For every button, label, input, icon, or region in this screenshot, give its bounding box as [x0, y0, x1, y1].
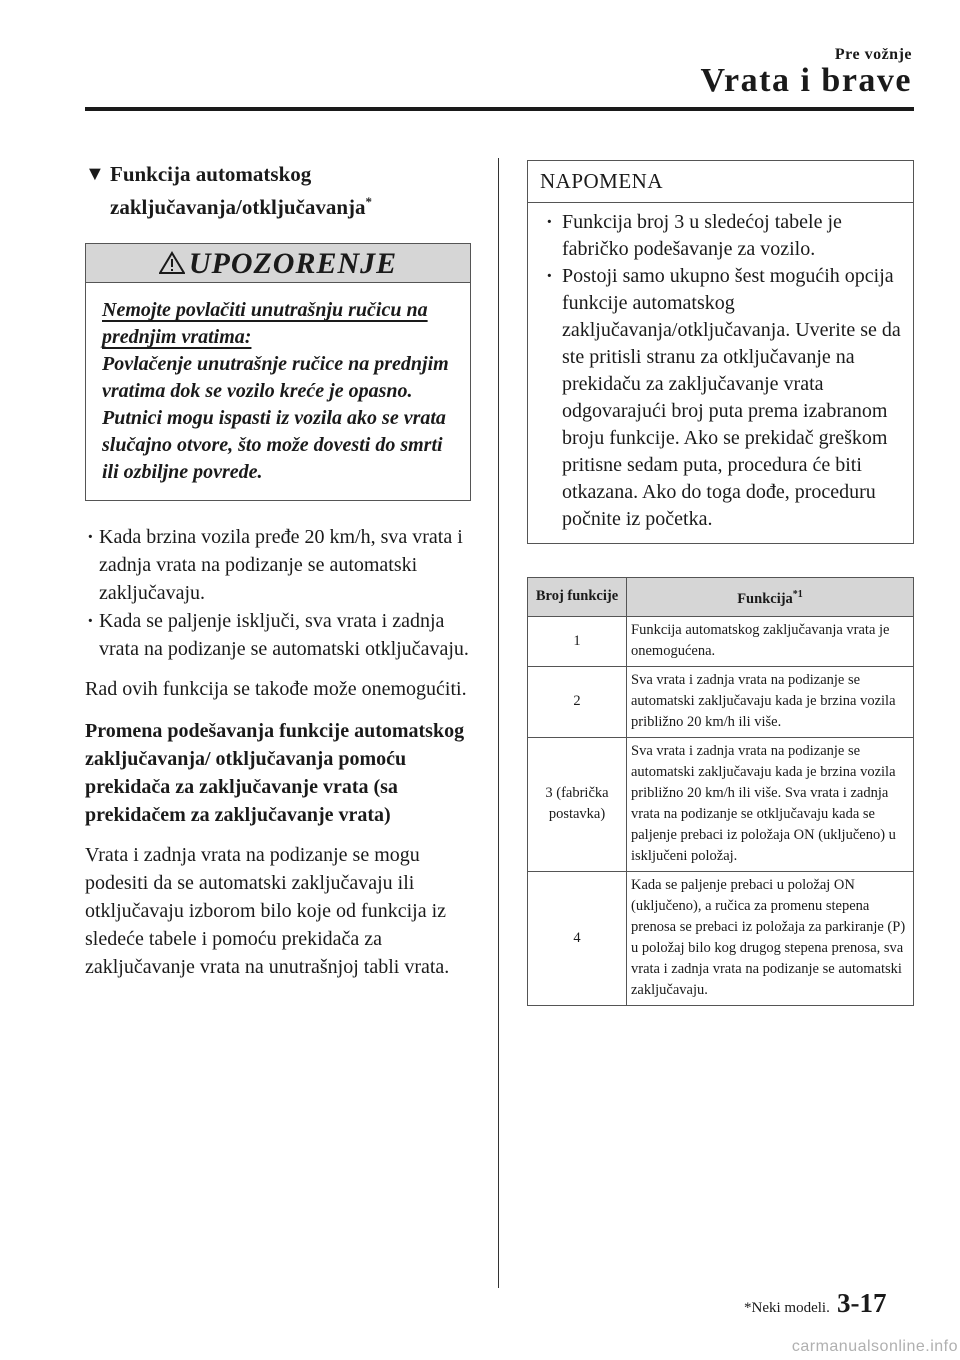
- subheading-change-settings: Promena podešavanja funkcije automatskog zaključavanja/ otključavanja pomoću prekidača za zaključavanje vrata (sa prekidačem za zaključavanje vrata): [85, 720, 465, 826]
- column-header-function-label: Funkcija: [737, 590, 793, 607]
- heading-line-2: zaključavanja/otključavanja: [110, 195, 366, 219]
- bullet-item: · Kada brzina vozila pređe 20 km/h, sva vrata i zadnja vrata na podizanje se automatski zaključavaju.: [85, 523, 471, 607]
- column-divider: [498, 158, 499, 1288]
- page-number: 3-17: [837, 1288, 887, 1318]
- function-number: 2: [528, 666, 627, 737]
- watermark: carmanualsonline.info: [791, 1338, 958, 1355]
- note-item: · Funkcija broj 3 u sledećoj tabele je fabričko podešavanje za vozilo.: [540, 209, 901, 263]
- warning-box: [85, 243, 471, 501]
- header-section: Pre vožnje: [834, 46, 912, 63]
- paragraph-settings: Vrata i zadnja vrata na podizanje se mogu podesiti da se automatski zaključavaju ili otključavaju izborom bilo koje od funkcija iz sledeće tabele i pomoću prekidača za zaključavanje vrata na unutrašnjoj tabli vrata.: [85, 844, 450, 978]
- right-column: [527, 160, 914, 1006]
- function-description: Sva vrata i zadnja vrata na podizanje se automatski zaključavaju kada je brzina vozila približno 20 km/h ili više.: [627, 666, 914, 737]
- function-description: Kada se paljenje prebaci u položaj ON (uključeno), a ručica za promenu stepena prenosa se prebaci iz položaja za parkiranje (P) u položaj bilo kog drugog stepena prenosa, sva vrata i zadnja vrata na podizanje se automatski zaključavaju.: [627, 871, 914, 1005]
- heading-line-1: Funkcija automatskog: [110, 162, 312, 186]
- section-heading: [85, 160, 471, 221]
- triangle-marker-icon: ▼: [85, 163, 105, 185]
- bullet-item: · Kada se paljenje isključi, sva vrata i zadnja vrata na podizanje se automatski otključavaju.: [85, 607, 471, 663]
- heading-asterisk: *: [365, 194, 373, 209]
- note-title: NAPOMENA: [528, 161, 913, 203]
- table-row: [528, 666, 914, 737]
- column-header-function: [627, 578, 914, 617]
- warning-text: Povlačenje unutrašnje ručice na prednjim vratima dok se vozilo kreće je opasno. Putnici mogu ispasti iz vozila ako se vrata slučajno otvore, što može dovesti do smrti ili ozbiljne povrede.: [102, 353, 449, 483]
- footer-note: *Neki modeli.: [744, 1300, 830, 1316]
- table-row: [528, 737, 914, 871]
- function-table: [527, 577, 914, 1006]
- function-number: 4: [528, 871, 627, 1005]
- column-header-function-mark: *1: [792, 589, 803, 600]
- left-column: [85, 160, 471, 981]
- warning-triangle-icon: [159, 251, 185, 280]
- warning-body: [86, 283, 470, 500]
- page-title: Vrata i brave: [700, 62, 912, 99]
- header-rule: [85, 107, 914, 111]
- column-header-number: Broj funkcije: [528, 578, 627, 617]
- function-description: Funkcija automatskog zaključavanja vrata je onemogućena.: [627, 616, 914, 666]
- warning-title: UPOZORENJE: [188, 247, 398, 280]
- paragraph-disable: Rad ovih funkcija se takođe može onemogućiti.: [85, 678, 467, 700]
- table-row: [528, 616, 914, 666]
- function-number: 3 (fabrička postavka): [528, 737, 627, 871]
- feature-bullets: [85, 523, 471, 663]
- table-header-row: [528, 578, 914, 617]
- note-list: [528, 203, 913, 543]
- note-item: · Postoji samo ukupno šest mogućih opcija funkcije automatskog zaključavanja/otključavanja. Uverite se da ste pritisli stranu za otključavanje na prekidaču za zaključavanje vrata odgovarajući broj puta prema izabranom broju funkcije. Ako se prekidač greškom pritisne sedam puta, procedura će biti otkazana. Ako do toga dođe, proceduru počnite iz početka.: [540, 263, 901, 533]
- function-description: Sva vrata i zadnja vrata na podizanje se automatski zaključavaju kada je brzina vozila približno 20 km/h ili više. Sva vrata i zadnja vrata na podizanje se otključavaju kada se paljenje prebaci iz položaja ON (uključeno) u isključeni položaj.: [627, 737, 914, 871]
- function-number: 1: [528, 616, 627, 666]
- warning-lead: Nemojte povlačiti unutrašnju ručicu na prednjim vratima:: [102, 299, 428, 348]
- warning-header: [86, 244, 470, 283]
- note-box: [527, 160, 914, 544]
- table-row: [528, 871, 914, 1005]
